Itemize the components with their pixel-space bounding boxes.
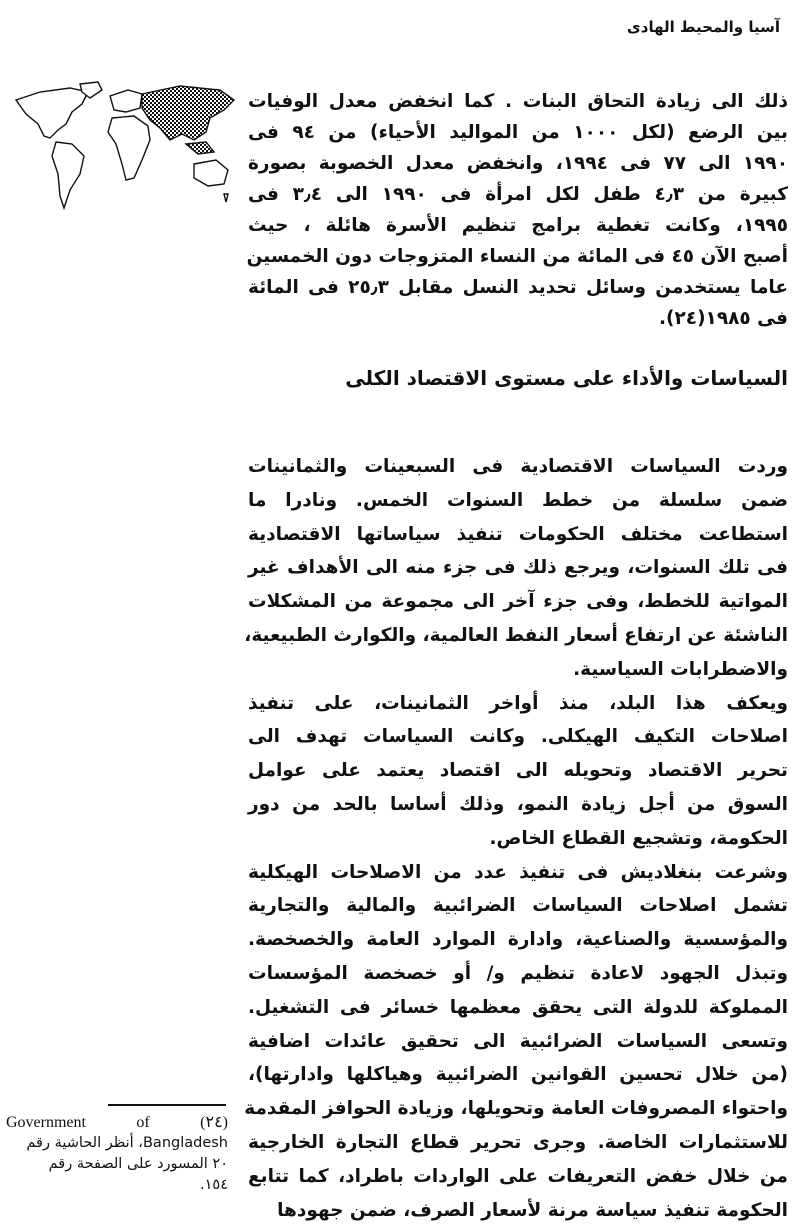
text-line: السوق من أجل زيادة النمو، وذلك أساسا بالحد من دور: [248, 793, 788, 815]
text-line: المواتية للخطط، وفى جزء آخر الى مجموعة من المشكلات: [248, 591, 788, 613]
text-line: (من خلال تحسين القوانين الضرائبية وهياكلها وادارتها)،: [248, 1064, 788, 1086]
text-line: الناشئة عن ارتفاع أسعار النفط العالمية، والكوارث الطبيعية،: [244, 624, 788, 646]
paragraph-continuation: [248, 86, 788, 334]
text-line: ويعكف هذا البلد، منذ أواخر الثمانينات، على تنفيذ: [248, 692, 788, 714]
text-line: بين الرضع (لكل ١٠٠٠ من المواليد الأحياء) من ٩٤ فى: [248, 122, 788, 143]
text-line: فى تلك السنوات، ويرجع ذلك فى جزء منه الى الأهداف غير: [248, 557, 788, 579]
text-line: والمؤسسية والصناعية، وادارة الموارد العامة والخصخصة.: [248, 929, 788, 951]
text-line: من خلال خفض التعريفات على الواردات باطراد، كما تتابع: [248, 1165, 788, 1187]
text-line: وتسعى السياسات الضرائبية الى تحقيق عائدات اضافية: [248, 1030, 788, 1052]
footnote-line: ١٥٤.: [200, 1177, 228, 1193]
text-line: الحكومة، وتشجيع القطاع الخاص.: [489, 827, 788, 849]
footnote-line: ٢٠ المسورد على الصفحة رقم: [48, 1156, 228, 1172]
text-line: ١٩٩٠ الى ٧٧ فى ١٩٩٤، وانخفض معدل الخصوبة بصورة: [248, 153, 788, 174]
footnote-line: Government of (٢٤): [6, 1114, 228, 1131]
text-line: والاضطرابات السياسية.: [573, 658, 788, 680]
text-line: المملوكة للدولة التى يحقق معظمها خسائر فى التشغيل.: [248, 996, 788, 1018]
text-line: وردت السياسات الاقتصادية فى السبعينات والثمانينات: [248, 456, 788, 477]
footnote-line: Bangladesh، أنظر الحاشية رقم: [26, 1135, 228, 1151]
text-line: واحتواء المصروفات العامة وتحويلها، وزيادة الحوافز المقدمة: [244, 1098, 788, 1120]
world-map-icon: [10, 78, 238, 218]
section-body: [244, 450, 788, 1227]
text-line: الحكومة تنفيذ سياسة مرنة لأسعار الصرف، ضمن جهودها: [277, 1199, 788, 1221]
text-line: فى ١٩٨٥(٢٤).: [659, 308, 788, 329]
text-line: عاما يستخدمن وسائل تحديد النسل مقابل ٢٥٫٣ فى المائة: [248, 277, 788, 298]
running-head: آسيا والمحيط الهادى: [627, 18, 780, 36]
text-line: ذلك الى زيادة التحاق البنات . كما انخفض معدل الوفيات: [248, 91, 788, 112]
text-line: تحرير الاقتصاد وتحويله الى اقتصاد يعتمد على عوامل: [248, 760, 788, 782]
text-line: وتبذل الجهود لاعادة تنظيم و/ أو خصخصة المؤسسات: [248, 962, 788, 984]
text-line: أصبح الآن ٤٥ فى المائة من النساء المتزوجات دون الخمسين: [246, 246, 788, 267]
text-line: اصلاحات التكيف الهيكلى. وكانت السياسات تهدف الى: [248, 726, 788, 748]
text-line: ١٩٩٥، وكانت تغطية برامج تنظيم الأسرة هائلة ، حيث: [248, 215, 788, 236]
footnote-divider: [108, 1104, 226, 1106]
text-line: استطاعت مختلف الحكومات تنفيذ سياساتها الاقتصادية: [248, 523, 788, 545]
section-heading: السياسات والأداء على مستوى الاقتصاد الكلى: [345, 366, 788, 390]
footnote-24: [6, 1112, 228, 1196]
text-line: تشمل اصلاحات السياسات الضرائبية والمالية والتجارية: [248, 895, 788, 917]
text-line: ضمن سلسلة من خطط السنوات الخمس. ونادرا ما: [248, 489, 788, 511]
text-line: للاستثمارات الخاصة. وجرى تحرير قطاع التجارة الخارجية: [248, 1131, 788, 1153]
text-line: وشرعت بنغلاديش فى تنفيذ عدد من الاصلاحات الهيكلية: [248, 861, 788, 883]
text-line: كبيرة من ٤٫٣ طفل لكل امرأة فى ١٩٩٠ الى ٣٫٤ فى: [248, 184, 788, 205]
